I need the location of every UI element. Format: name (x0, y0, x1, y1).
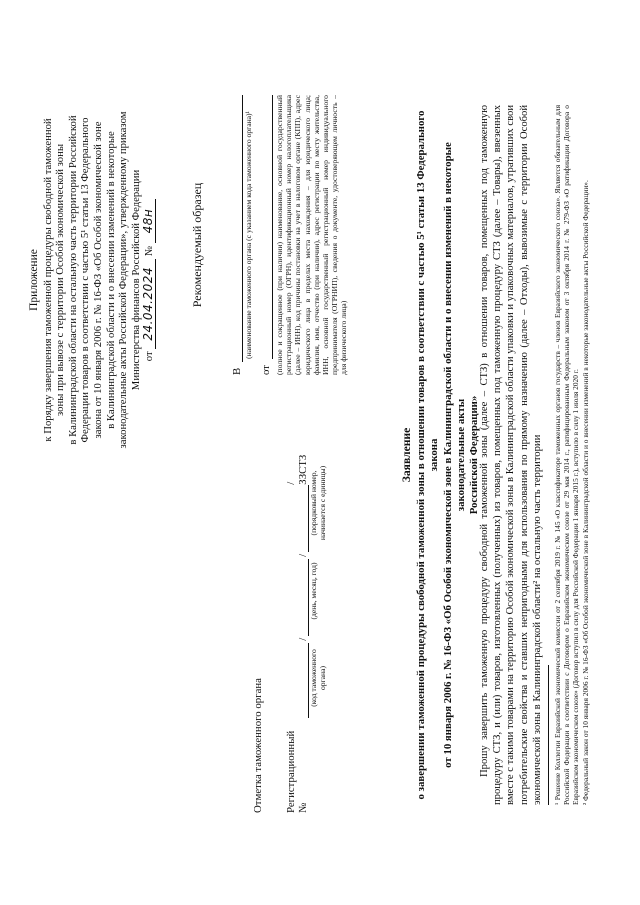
sender-label: от (260, 365, 272, 375)
sequence-number-caption: (порядковый номер, начинается с единицы) (309, 465, 327, 541)
number-value: 48н (141, 199, 156, 244)
date-prefix: от (143, 351, 156, 362)
application-title (400, 105, 481, 805)
application-title-line: от 10 января 2006 г. № 16-ФЗ «Об Особой экономической зоне в Калининградской области и о внесении изменений в некоторые законодательные акты (441, 142, 467, 768)
application-heading: Заявление (400, 427, 413, 483)
application-title-line: о завершении таможенной процедуры свободной таможенной зоны в отношении товаров в соответствии с частью 5¹ статьи 13 Федерального закона (415, 110, 441, 800)
appendix-title: Приложение (28, 249, 40, 311)
sender-field[interactable] (260, 95, 273, 359)
appendix-line: в Калининградской области и о внесении изменений в некоторые (104, 131, 117, 429)
date-caption: (день, месяц, год) (309, 562, 318, 620)
application-title-line: Российской Федерации» (468, 395, 481, 515)
appendix-line: к Порядку завершения таможенной процедуры свободной таможенной (41, 118, 54, 442)
appendix-line: законодательные акты Российской Федерации», утвержденному приказом (117, 111, 130, 449)
registration-suffix: /ЗЗСТЗ (285, 454, 309, 485)
number-prefix: № (143, 246, 156, 257)
appendix-header (28, 110, 156, 450)
sender-caption: (полное и сокращенное (при наличии) наименование, основной государственный регистрационный номер (ОГРН), идентификационный номер налогоплательщика (далее – ИНН), код причины постановки на учет в налоговом органе (КПП), адрес юридического лица в пределах места нахождения – для юридического лица; фамилия, имя, отчество (при наличии), адрес регистрации по месту жительства, ИНН, основной государственный регистрационный номер индивидуального предпринимателя (ОГРНИП), сведения о документе, удостоверяющем личность – для физического лица) (275, 95, 349, 375)
date-field[interactable] (296, 559, 309, 636)
recipient-block (230, 95, 253, 375)
appendix-line: зоны при вывозе с территории Особой экономической зоны (54, 143, 67, 417)
registration-label: Регистрационный № (285, 730, 309, 813)
recipient-label: В (231, 367, 243, 375)
application-body: Прошу завершить таможенную процедуру свободной таможенной зоны (далее – СТЗ) в отношении товаров, помещенных под таможенную процедуру СТЗ, и (или) товаров, изготовленных (полученных) из товаров, помещенных под таможенную процедуру СТЗ (далее – Товары), ввезенных вместе с такими товарами на территорию Особой экономической зоны в Калининградской области упаковки и упаковочных материалов, утративших свои потребительские свойства и ставших непригодными для использования по прямому назначению (далее – Отходы), вывозимые с территории Особой экономической зоны в Калининградской области² на остальную часть территории (479, 105, 543, 805)
separator-slash: / (297, 553, 309, 557)
customs-code-caption: (код таможенного органа) (309, 649, 327, 707)
recommended-sample-label: Рекомендуемый образец (190, 182, 204, 308)
recipient-caption: (наименование таможенного органа (с указанием кода таможенного органа)¹ (244, 111, 253, 359)
recipient-field[interactable] (230, 95, 243, 362)
appendix-date-number (142, 110, 156, 450)
registration-number-row (285, 453, 327, 813)
footnote-rule (548, 665, 549, 805)
appendix-line: закона от 10 января 2006 г. № 16-ФЗ «Об Особой экономической зоне (91, 121, 104, 439)
customs-mark-title: Отметка таможенного органа (252, 678, 264, 813)
footnote-1: ¹ Решение Коллегии Евразийской экономической комиссии от 2 сентября 2019 г. № 145 «О классификаторе таможенных органов государств – членов Евразийского экономического союза». Является обязательным для Российской Федерации в соответствии с Договором о Евразийском экономическом союзе от 29 мая 2014 г., ратифицированным Федеральным законом от 3 октября 2014 г. № 279-ФЗ «О ратификации Договора о Евразийском экономическом союзе» (Договор вступил в силу для Российской Федерации 1 января 2015 г.), вступило в силу 1 июля 2020 г. (553, 105, 581, 805)
appendix-line: Федерации товаров в соответствии с частью 5¹ статьи 13 Федерального (79, 117, 92, 443)
appendix-line: Министерства финансов Российской Федерации (129, 169, 142, 391)
footnotes (548, 105, 590, 805)
customs-code-field[interactable] (296, 643, 309, 718)
date-value: 24.04.2024 (141, 259, 156, 349)
footnote-2: ² Федеральный закон от 10 января 2006 г. № 16-ФЗ «Об Особой экономической зоне в Калининградской области и о внесении изменений в некоторые законодательные акты Российской Федерации». (580, 180, 590, 805)
separator-slash: / (297, 637, 309, 641)
appendix-line: в Калининградской области на остальную часть территории Российской (66, 115, 79, 445)
sequence-number-field[interactable] (296, 485, 309, 552)
sender-block (260, 95, 349, 375)
